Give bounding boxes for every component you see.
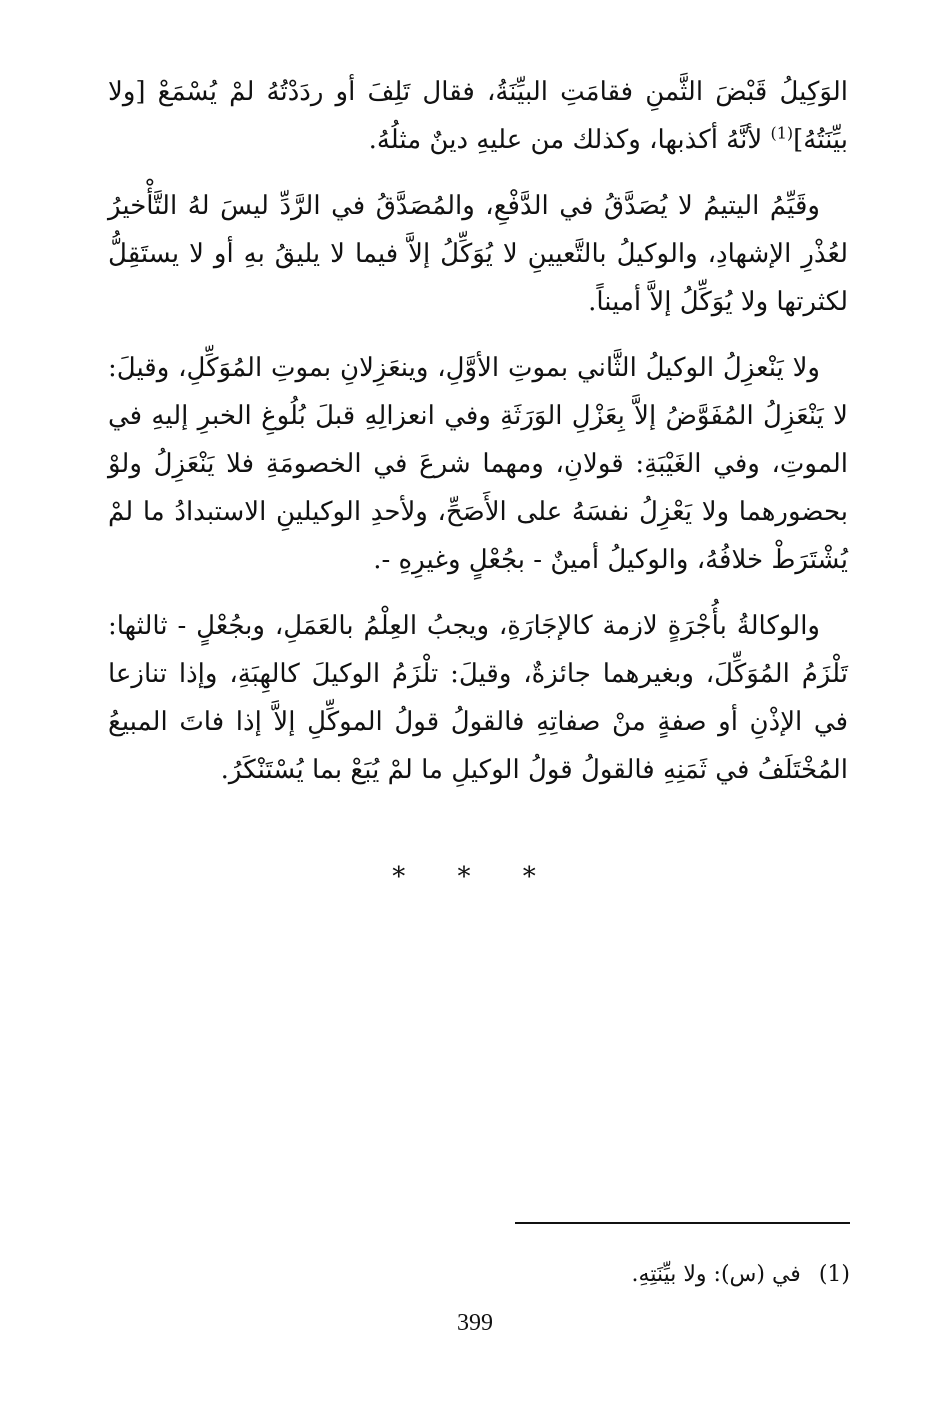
paragraph-4-text: والوكالةُ بأُجْرَةٍ لازمة كالإجَارَةِ، ويجبُ العِلْمُ بالعَمَلِ، وبجُعْلٍ - ثالثها: تَلْزَمُ المُوَكِّلَ، وبغيرهما جائزةٌ، وقيلَ: تلْزَمُ الوكيلَ كالهِبَةِ، وإذا تنازعا في الإذْنِ أو صفةٍ منْ صفاتِهِ فالقولُ قولُ الموكِّلِ إلاَّ إذا فاتَ المبيعُ المُخْتَلَفُ في ثَمَنِهِ فالقولُ قولُ الوكيلِ ما لمْ يُبَعْ بما يُسْتَنْكَرُ.: [108, 611, 848, 785]
section-separator: * * *: [392, 862, 558, 892]
paragraph-4: [108, 602, 848, 794]
footnote-text: في (س): ولا بيِّنَتِهِ.: [631, 1262, 801, 1287]
footnote-divider: [515, 1222, 850, 1224]
footnote-number: (1): [818, 1262, 850, 1287]
paragraph-2: [108, 182, 848, 326]
main-text: [108, 68, 848, 812]
page-number: 399: [457, 1310, 493, 1336]
footnote-marker[interactable]: (1): [770, 123, 794, 143]
paragraph-2-text: وقَيِّمُ اليتيمُ لا يُصَدَّقُ في الدَّفْعِ، والمُصَدَّقُ في الرَّدِّ ليسَ لهُ التَّأْخيرُ لعُذْرِ الإشهادِ، والوكيلُ بالتَّعيينِ لا يُوَكِّلُ إلاَّ فيما لا يليقُ بهِ أو لا يستَقِلُّ لكثرتها ولا يُوَكِّلُ إلاَّ أميناً.: [108, 191, 848, 317]
footnote: [110, 1258, 850, 1292]
paragraph-3: [108, 344, 848, 584]
paragraph-3-text: ولا يَنْعزِلُ الوكيلُ الثَّاني بموتِ الأوَّلِ، وينعَزِلانِ بموتِ المُوَكِّلِ، وقيلَ: لا يَنْعَزِلُ المُفَوَّضُ إلاَّ بِعَزْلِ الوَرَثَةِ وفي انعزالِهِ قبلَ بُلُوغِ الخبرِ إليهِ في الموتِ، وفي الغَيْبَةِ: قولانِ، ومهما شرعَ في الخصومَةِ فلا يَنْعَزِلُ ولوْ بحضورهما ولا يَعْزِلُ نفسَهُ على الأَصَحِّ، ولأحدِ الوكيلينِ الاستبدادُ ما لمْ يُشْتَرَطْ خلافُهُ، والوكيلُ أمينٌ - بجُعْلٍ وغيرِهِ -.: [108, 353, 848, 575]
paragraph-1-text: الوَكِيلُ قَبْضَ الثَّمنِ فقامَتِ البيِّنَةُ، فقال تَلِفَ أو ردَدْتُهُ لمْ يُسْمَعْ [ولا بيِّنَتُهُ]: [108, 77, 848, 155]
paragraph-1-tail: لأنَّهُ أكذبها، وكذلك من عليهِ دينٌ مثلُهُ.: [368, 125, 771, 155]
paragraph-1: [108, 68, 848, 164]
